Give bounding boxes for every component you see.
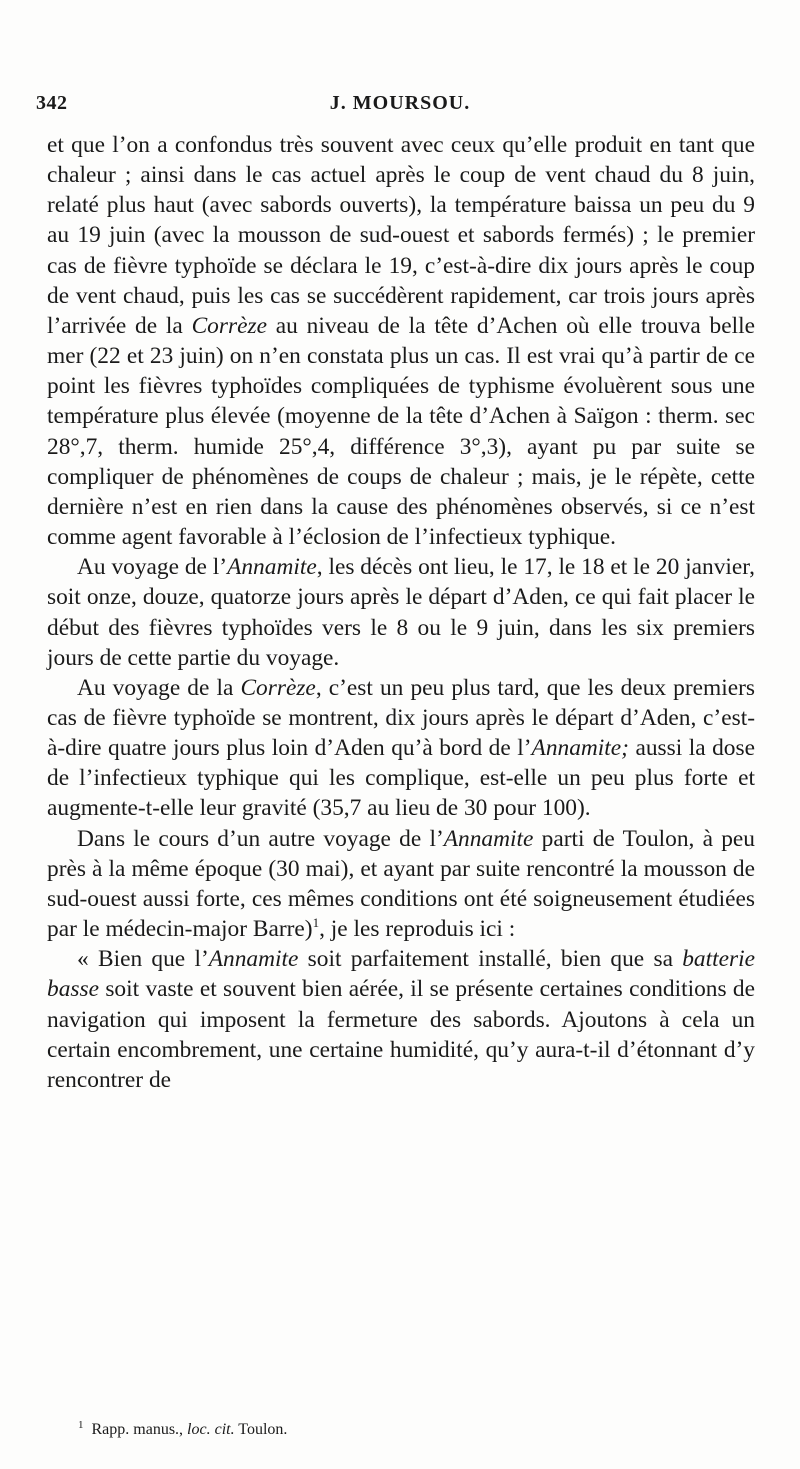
- text-segment: , je les reproduis ici :: [319, 916, 516, 943]
- text-segment: Toulon.: [234, 1421, 288, 1438]
- italic-text: Annamite;: [531, 735, 629, 762]
- text-segment: Au voyage de l’: [77, 554, 228, 581]
- paragraph: [47, 130, 755, 552]
- paragraph: [47, 944, 755, 1095]
- footnote-marker: 1: [78, 1418, 84, 1431]
- footnote: [78, 1420, 287, 1440]
- paragraph: [47, 824, 755, 945]
- italic-text: Corrèze: [191, 312, 267, 339]
- text-segment: parti de Toulon, à peu près à la même époque (30 mai), et ayant par suite rencontré la mousson de sud-ouest aussi forte, ces mêmes conditions ont été soigneusement étudiées par le médecin-major Barre): [47, 825, 755, 943]
- text-segment: aussi la dose de l’infectieux typhique qui les complique, est-elle un peu plus forte et augmente-t-elle leur gravité (35,7 au lieu de 30 pour 100).: [47, 735, 755, 822]
- italic-text: Annamite: [208, 946, 299, 973]
- italic-text: Annamite: [443, 825, 534, 852]
- body-text: [47, 130, 755, 1095]
- text-segment: , les décès ont lieu, le 17, le 18 et le 20 janvier, soit onze, douze, quatorze jours après le départ d’Aden, ce qui fait placer le début des fièvres typhoïdes vers le 8 ou le 9 juin, dans les six premiers jours de cette partie du voyage.: [47, 554, 755, 671]
- italic-text: loc. cit.: [187, 1421, 235, 1438]
- text-segment: au niveau de la tête d’Achen où elle trouva belle mer (22 et 23 juin) on n’en constata plus un cas. Il est vrai qu’à partir de ce point les fièvres typhoïdes compliquées de typhisme évoluèrent sous une température plus élevée (moyenne de la tête d’Achen à Saïgon : therm. sec 28°,7, therm. humide 25°,4, différence 3°,3), ayant pu par suite se compliquer de phénomènes de coups de chaleur ; mais, je le répète, cette dernière n’est en rien dans la cause des phénomènes observés, si ce n’est comme agent favorable à l’éclosion de l’infectieux typhique.: [47, 312, 755, 551]
- text-segment: « Bien que l’: [77, 946, 209, 973]
- text-segment: , c’est un peu plus tard, que les deux premiers cas de fièvre typhoïde se montrent, dix jours après le départ d’Aden, c’est-à-dire quatre jours plus loin d’Aden qu’à bord de l’: [47, 674, 755, 762]
- running-head: [36, 92, 764, 120]
- italic-text: Corrèze: [240, 674, 316, 701]
- footnote-ref: 1: [312, 915, 320, 931]
- text-segment: Dans le cours d’un autre voyage de l’: [77, 825, 444, 852]
- italic-text: batterie basse: [47, 946, 755, 1003]
- header-title: J. MOURSOU.: [329, 92, 471, 114]
- text-segment: Rapp. manus.,: [91, 1421, 188, 1438]
- text-segment: et que l’on a confondus très souvent avec ceux qu’elle produit en tant que chaleur ; ainsi dans le cas actuel après le coup de vent chaud du 8 juin, relaté plus haut (avec sabords ouverts), la température baissa un peu du 9 au 19 juin (avec la mousson de sud-ouest et sabords fermés) ; le premier cas de fièvre typhoïde se déclara le 19, c’est-à-dire dix jours après le coup de vent chaud, puis les cas se succédèrent rapidement, car trois jours après l’arrivée de la: [47, 132, 755, 339]
- text-segment: soit parfaitement installé, bien que sa: [298, 946, 683, 973]
- italic-text: Annamite: [227, 554, 317, 581]
- paragraph: [47, 673, 755, 824]
- paragraph: [47, 552, 755, 673]
- page-number: 342: [36, 92, 68, 114]
- text-segment: Au voyage de la: [77, 674, 241, 701]
- text-segment: soit vaste et souvent bien aérée, il se présente certaines conditions de navigation qui imposent la fermeture des sabords. Ajoutons à cela un certain encombrement, une certaine humidité, qu’y aura-t-il d’étonnant d’y rencontrer de: [47, 976, 755, 1093]
